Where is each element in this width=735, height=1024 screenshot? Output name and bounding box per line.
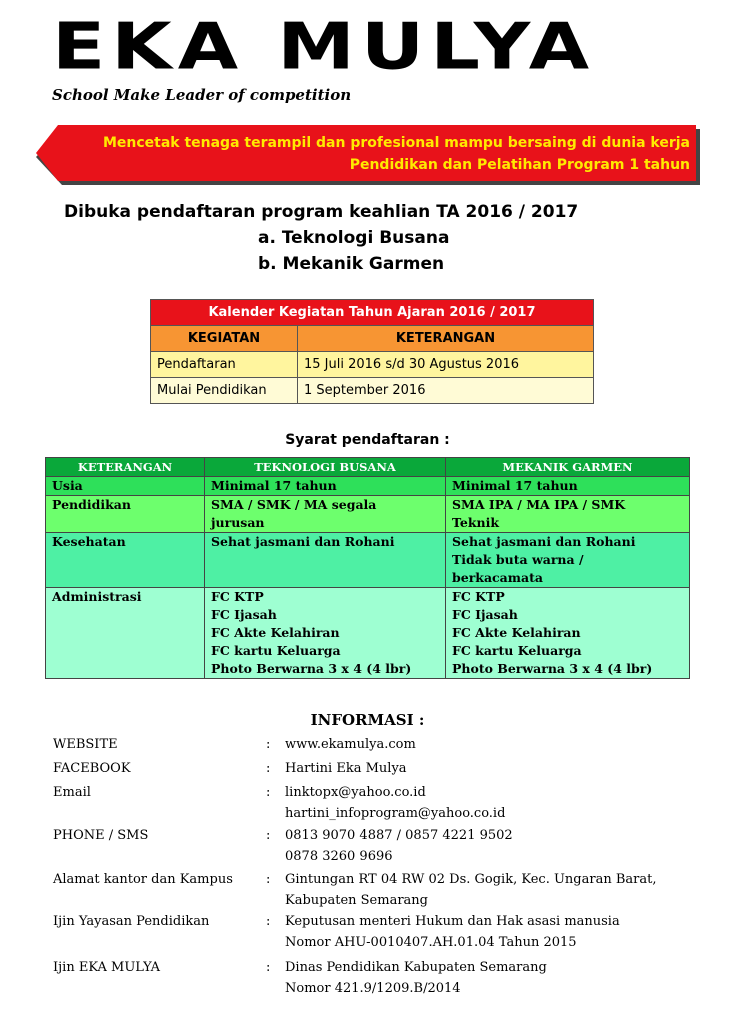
banner bbox=[36, 125, 700, 187]
permit-line: Nomor AHU-0010407.AH.01.04 Tahun 2015 bbox=[285, 935, 577, 950]
banner-line-1: Mencetak tenaga terampil dan profesional mampu bersaing di dunia kerja bbox=[102, 135, 690, 151]
req-key: Pendidikan bbox=[46, 496, 205, 533]
info-label: PHONE / SMS bbox=[53, 828, 149, 843]
info-label: Alamat kantor dan Kampus bbox=[53, 872, 233, 887]
announcement-headline: Dibuka pendaftaran program keahlian TA 2016 / 2017 bbox=[64, 202, 579, 222]
phone-number: 0878 3260 9696 bbox=[285, 849, 393, 864]
req-line: FC KTP bbox=[211, 589, 264, 604]
info-label: Ijin Yayasan Pendidikan bbox=[53, 914, 210, 929]
info-label: WEBSITE bbox=[53, 737, 118, 752]
req-line: SMA IPA / MA IPA / SMK bbox=[452, 497, 626, 512]
info-label: FACEBOOK bbox=[53, 761, 131, 776]
req-key: Kesehatan bbox=[46, 533, 205, 588]
req-line: Minimal 17 tahun bbox=[452, 478, 578, 493]
calendar-col-activity: KEGIATAN bbox=[151, 326, 298, 352]
req-line: Photo Berwarna 3 x 4 (4 lbr) bbox=[211, 661, 412, 676]
table-row bbox=[46, 496, 690, 533]
phone-number: 0813 9070 4887 / 0857 4221 9502 bbox=[285, 828, 513, 843]
calendar-title: Kalender Kegiatan Tahun Ajaran 2016 / 2017 bbox=[151, 300, 594, 326]
table-row bbox=[46, 477, 690, 496]
req-line: FC Ijasah bbox=[452, 607, 518, 622]
permit-line: Keputusan menteri Hukum dan Hak asasi manusia bbox=[285, 914, 620, 929]
permit-line: Nomor 421.9/1209.B/2014 bbox=[285, 981, 461, 996]
req-line: FC kartu Keluarga bbox=[211, 643, 341, 658]
requirements-title: Syarat pendaftaran : bbox=[285, 432, 450, 448]
req-header-garmen: MEKANIK GARMEN bbox=[446, 458, 690, 477]
info-label: Ijin EKA MULYA bbox=[53, 960, 161, 975]
req-line: SMA / SMK / MA segala bbox=[211, 497, 377, 512]
info-separator: : bbox=[266, 737, 271, 752]
table-row bbox=[46, 588, 690, 679]
req-key: Administrasi bbox=[46, 588, 205, 679]
calendar-note: 1 September 2016 bbox=[298, 378, 594, 404]
table-row bbox=[151, 352, 594, 378]
address-line: Kabupaten Semarang bbox=[285, 893, 428, 908]
req-line: Sehat jasmani dan Rohani bbox=[452, 534, 636, 549]
brand-title: EKA MULYA bbox=[52, 10, 596, 85]
info-separator: : bbox=[266, 828, 271, 843]
info-label: Email bbox=[53, 785, 91, 800]
tagline: School Make Leader of competition bbox=[52, 86, 352, 104]
req-line: FC Akte Kelahiran bbox=[452, 625, 581, 640]
info-separator: : bbox=[266, 785, 271, 800]
req-line: FC kartu Keluarga bbox=[452, 643, 582, 658]
info-separator: : bbox=[266, 914, 271, 929]
calendar-note: 15 Juli 2016 s/d 30 Agustus 2016 bbox=[298, 352, 594, 378]
req-line: Tidak buta warna / bbox=[452, 552, 584, 567]
email-link[interactable]: hartini_infoprogram@yahoo.co.id bbox=[285, 806, 506, 821]
table-row bbox=[46, 533, 690, 588]
calendar-table bbox=[150, 299, 594, 404]
info-separator: : bbox=[266, 960, 271, 975]
req-header-busana: TEKNOLOGI BUSANA bbox=[205, 458, 446, 477]
program-item-b: b. Mekanik Garmen bbox=[258, 254, 445, 274]
req-line: FC Ijasah bbox=[211, 607, 277, 622]
info-separator: : bbox=[266, 761, 271, 776]
info-separator: : bbox=[266, 872, 271, 887]
requirements-table bbox=[45, 457, 690, 679]
req-key: Usia bbox=[46, 477, 205, 496]
facebook-link[interactable]: Hartini Eka Mulya bbox=[285, 761, 407, 776]
table-row bbox=[151, 378, 594, 404]
banner-line-2: Pendidikan dan Pelatihan Program 1 tahun bbox=[349, 157, 690, 173]
req-line: Minimal 17 tahun bbox=[211, 478, 337, 493]
calendar-activity: Mulai Pendidikan bbox=[151, 378, 298, 404]
req-line: berkacamata bbox=[452, 570, 543, 585]
info-title: INFORMASI : bbox=[310, 711, 425, 729]
req-header-key: KETERANGAN bbox=[46, 458, 205, 477]
calendar-activity: Pendaftaran bbox=[151, 352, 298, 378]
email-link[interactable]: linktopx@yahoo.co.id bbox=[285, 785, 426, 800]
req-line: Photo Berwarna 3 x 4 (4 lbr) bbox=[452, 661, 653, 676]
req-line: Teknik bbox=[452, 515, 499, 530]
permit-line: Dinas Pendidikan Kabupaten Semarang bbox=[285, 960, 547, 975]
req-line: jurusan bbox=[211, 515, 265, 530]
req-line: FC KTP bbox=[452, 589, 505, 604]
website-link[interactable]: www.ekamulya.com bbox=[285, 737, 416, 752]
req-line: Sehat jasmani dan Rohani bbox=[211, 534, 395, 549]
req-line: FC Akte Kelahiran bbox=[211, 625, 340, 640]
program-item-a: a. Teknologi Busana bbox=[258, 228, 450, 248]
calendar-col-note: KETERANGAN bbox=[298, 326, 594, 352]
address-line: Gintungan RT 04 RW 02 Ds. Gogik, Kec. Ungaran Barat, bbox=[285, 872, 657, 887]
